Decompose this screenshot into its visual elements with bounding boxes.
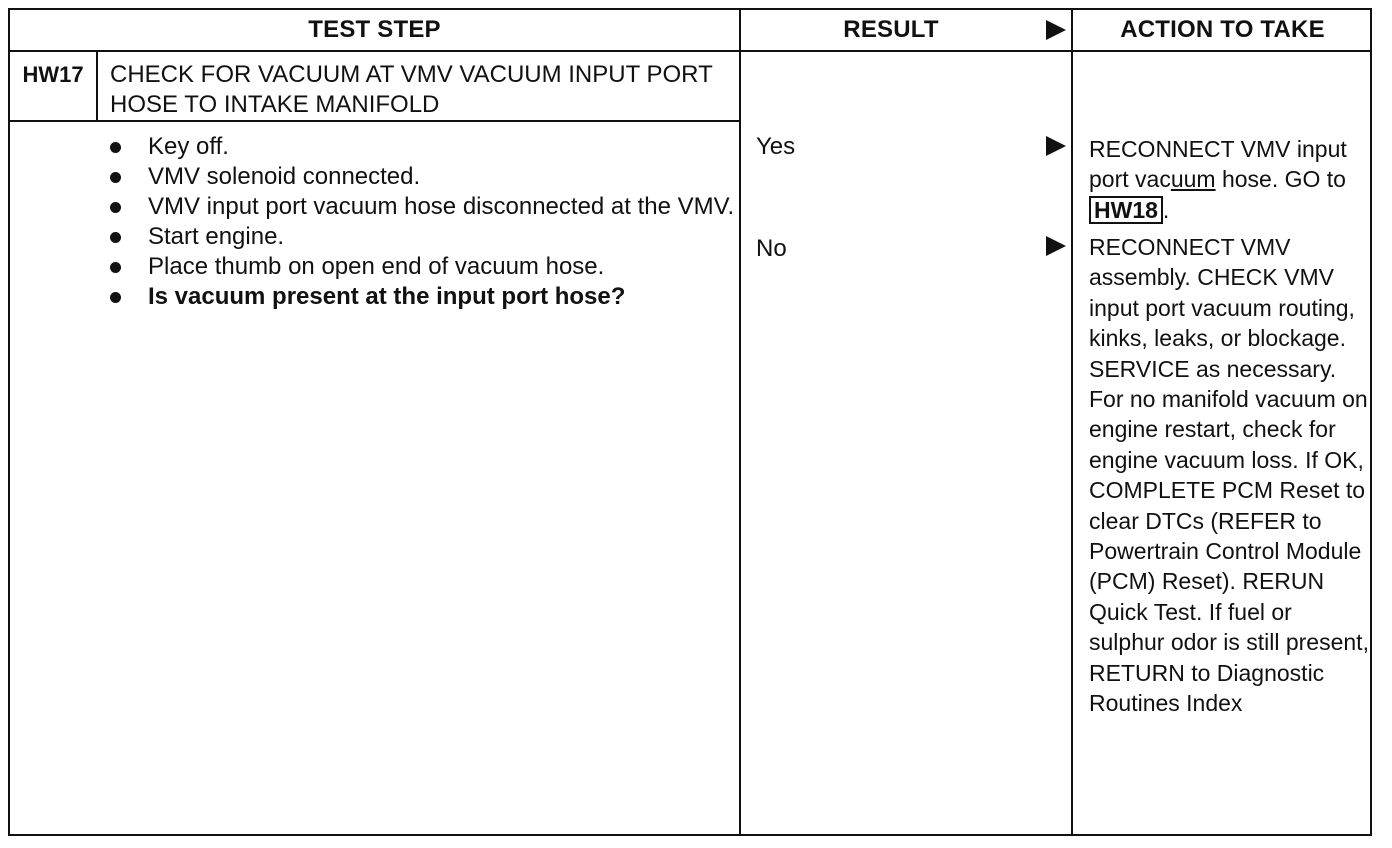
- checklist-item: Key off.: [106, 132, 736, 162]
- step-checklist: [106, 132, 736, 312]
- no-arrow-icon: [1046, 236, 1066, 256]
- divider-step-id: [96, 50, 98, 122]
- divider-result-action: [1071, 10, 1073, 836]
- step-title: CHECK FOR VACUUM AT VMV VACUUM INPUT PORT HOSE TO INTAKE MANIFOLD: [110, 61, 713, 118]
- action-yes: [1089, 134, 1369, 225]
- checklist-question: Is vacuum present at the input port hose?: [106, 282, 736, 312]
- yes-arrow-icon: [1046, 136, 1066, 156]
- step-reference-link[interactable]: HW18: [1089, 196, 1163, 224]
- action-yes-underlined: uum: [1170, 166, 1216, 193]
- header-arrow-icon: [1046, 20, 1066, 40]
- diagnostic-table: [8, 8, 1372, 836]
- header-action: ACTION TO TAKE: [1120, 16, 1325, 43]
- divider-header: [10, 50, 1372, 52]
- step-id: HW17: [22, 62, 84, 87]
- action-yes-end: .: [1162, 196, 1170, 223]
- result-yes: Yes: [756, 133, 796, 160]
- checklist-item: Place thumb on open end of vacuum hose.: [106, 252, 736, 282]
- action-no: RECONNECT VMV assembly. CHECK VMV input port vacuum routing, kinks, leaks, or blockage. SERVICE as necessary. For no manifold vacuum on engine restart, check for engine vacuum loss. If OK, COMPLETE PCM Reset to clear DTCs (REFER to Powertrain Control Module (PCM) Reset). RERUN Quick Test. If fuel or sulphur odor is still present, RETURN to Diagnostic Routines Index: [1089, 234, 1369, 717]
- divider-step-title: [10, 120, 739, 122]
- checklist-item: VMV solenoid connected.: [106, 162, 736, 192]
- action-yes-text: RECONNECT VMV input port vac: [1089, 136, 1347, 193]
- action-yes-text-2: hose. GO to: [1215, 166, 1346, 193]
- header-result: RESULT: [843, 16, 939, 43]
- divider-test-result: [739, 10, 741, 836]
- checklist-item: Start engine.: [106, 222, 736, 252]
- checklist-item: VMV input port vacuum hose disconnected at the VMV.: [106, 192, 736, 222]
- header-test-step: TEST STEP: [308, 16, 441, 43]
- result-no: No: [756, 235, 787, 262]
